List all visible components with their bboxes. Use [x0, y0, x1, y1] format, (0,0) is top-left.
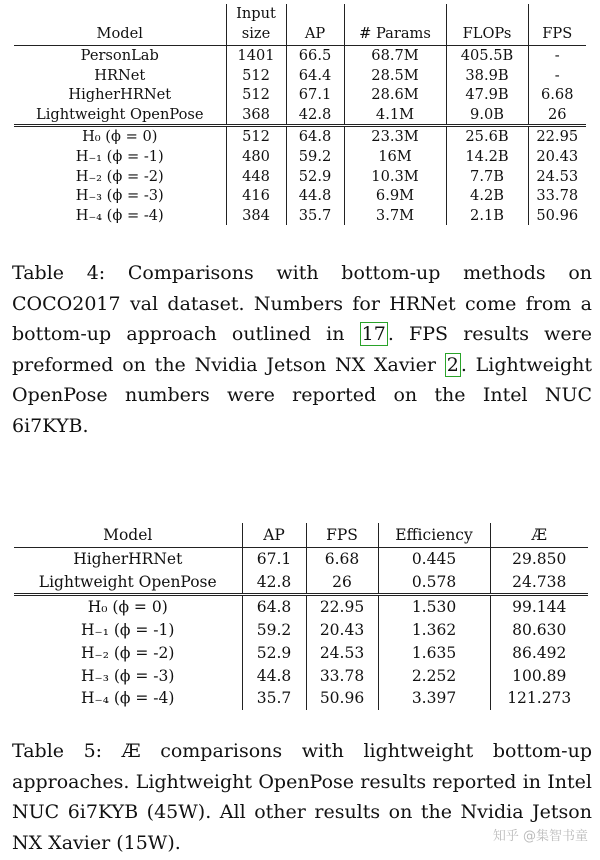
t4-header-fps: FPS: [528, 23, 586, 46]
t4-row: [14, 167, 586, 187]
table-5-caption: Table 5: Æ comparisons with lightweight bottom-up approaches. Lightweight OpenPose results reported in Intel NUC 6i7KYB (45W). All other results on the Nvidia Jetson NX Xavier (15W).: [12, 740, 592, 854]
t5-cell-model: H₋₃ (ϕ = -3): [81, 666, 175, 685]
t5-row: [14, 687, 588, 710]
t5-cell-fps: 22.95: [306, 595, 378, 619]
t5-row: [14, 571, 588, 595]
citation-link-17[interactable]: 17: [361, 323, 386, 345]
t5-cell-efficiency: 2.252: [378, 665, 490, 688]
t4-cell-params: 23.3M: [344, 126, 446, 147]
t4-cell-ap: 42.8: [286, 105, 344, 126]
t4-row: [14, 66, 586, 86]
t5-cell-efficiency: 0.445: [378, 548, 490, 571]
t4-header-ap: AP: [286, 23, 344, 46]
t5-cell-model: H₋₁ (ϕ = -1): [81, 621, 175, 640]
t4-header-model: Model: [14, 23, 226, 46]
t5-cell-model: H₋₂ (ϕ = -2): [81, 643, 175, 662]
t4-cell-params: 6.9M: [344, 186, 446, 206]
t4-cell-ap: 67.1: [286, 85, 344, 105]
t4-cell-ap: 59.2: [286, 147, 344, 167]
t5-row: [14, 548, 588, 571]
t4-cell-fps: 50.96: [528, 206, 586, 226]
t5-row: [14, 595, 588, 619]
t5-header-model: Model: [14, 523, 242, 548]
t5-cell-efficiency: 0.578: [378, 571, 490, 595]
t4-cell-model: H₋₁ (ϕ = -1): [75, 147, 164, 165]
t4-cell-input: 416: [226, 186, 286, 206]
t4-cell-model: H₀ (ϕ = 0): [82, 128, 158, 146]
t4-caption-part1: Table 4: Comparisons with bottom-up methods on COCO2017 val dataset. Numbers for HRNet come from a bottom-up approach outlined in: [12, 262, 592, 345]
t5-cell-ae: 121.273: [490, 687, 588, 710]
t4-cell-fps: -: [528, 66, 586, 86]
t5-cell-model: H₋₄ (ϕ = -4): [81, 689, 175, 708]
t5-cell-efficiency: 3.397: [378, 687, 490, 710]
t4-row: [14, 85, 586, 105]
t4-header-input-line2: size: [226, 23, 286, 46]
t4-caption-part3: . Lightweight OpenPose numbers were reported on the Intel NUC 6i7KYB.: [12, 353, 592, 437]
t5-cell-ap: 64.8: [242, 595, 306, 619]
t5-cell-ae: 86.492: [490, 642, 588, 665]
t4-cell-input: 368: [226, 105, 286, 126]
t4-cell-ap: 66.5: [286, 46, 344, 66]
t5-row: [14, 665, 588, 688]
table-5: [14, 523, 588, 710]
t5-cell-ae: 29.850: [490, 548, 588, 571]
t5-header-ap: AP: [242, 523, 306, 548]
t4-header-flops: FLOPs: [446, 23, 528, 46]
t4-cell-model: PersonLab: [80, 47, 159, 64]
t4-row: [14, 126, 586, 147]
t5-row: [14, 642, 588, 665]
t4-cell-model: H₋₄ (ϕ = -4): [75, 206, 164, 224]
t4-cell-flops: 9.0B: [446, 105, 528, 126]
t4-row: [14, 46, 586, 66]
t4-cell-input: 480: [226, 147, 286, 167]
t4-cell-params: 3.7M: [344, 206, 446, 226]
t5-cell-ap: 44.8: [242, 665, 306, 688]
table-4-caption: [12, 258, 592, 441]
t4-cell-params: 4.1M: [344, 105, 446, 126]
t5-cell-ap: 67.1: [242, 548, 306, 571]
t5-cell-fps: 20.43: [306, 619, 378, 642]
t4-cell-params: 68.7M: [344, 46, 446, 66]
t4-header-params: # Params: [344, 23, 446, 46]
t4-cell-input: 1401: [226, 46, 286, 66]
t5-cell-fps: 6.68: [306, 548, 378, 571]
t4-cell-flops: 14.2B: [446, 147, 528, 167]
t4-cell-ap: 44.8: [286, 186, 344, 206]
t5-cell-fps: 24.53: [306, 642, 378, 665]
t4-header-input-line1: Input: [226, 4, 286, 23]
t5-body: [14, 548, 588, 710]
t5-cell-ap: 35.7: [242, 687, 306, 710]
t4-cell-fps: 26: [528, 105, 586, 126]
t4-cell-flops: 38.9B: [446, 66, 528, 86]
t5-cell-efficiency: 1.530: [378, 595, 490, 619]
t5-cell-ae: 24.738: [490, 571, 588, 595]
t5-cell-model: HigherHRNet: [73, 550, 183, 568]
t4-cell-input: 512: [226, 85, 286, 105]
t4-cell-fps: 24.53: [528, 167, 586, 187]
t4-cell-model: H₋₂ (ϕ = -2): [75, 167, 164, 185]
t5-cell-model: Lightweight OpenPose: [14, 571, 242, 595]
t4-cell-ap: 52.9: [286, 167, 344, 187]
t4-cell-fps: 20.43: [528, 147, 586, 167]
t5-cell-ap: 59.2: [242, 619, 306, 642]
t5-cell-fps: 50.96: [306, 687, 378, 710]
t4-body: [14, 46, 586, 226]
t4-row: [14, 206, 586, 226]
t4-cell-flops: 47.9B: [446, 85, 528, 105]
t4-cell-input: 512: [226, 66, 286, 86]
t4-cell-ap: 35.7: [286, 206, 344, 226]
t4-cell-params: 28.6M: [344, 85, 446, 105]
t5-cell-ap: 52.9: [242, 642, 306, 665]
t4-cell-model: HRNet: [94, 66, 146, 84]
t5-cell-fps: 33.78: [306, 665, 378, 688]
t5-cell-efficiency: 1.362: [378, 619, 490, 642]
t4-cell-flops: 7.7B: [446, 167, 528, 187]
t4-cell-params: 16M: [344, 147, 446, 167]
t4-cell-fps: -: [528, 46, 586, 66]
watermark: 知乎 @集智书童: [492, 829, 588, 844]
t5-cell-fps: 26: [306, 571, 378, 595]
t4-cell-flops: 2.1B: [446, 206, 528, 226]
t4-cell-input: 384: [226, 206, 286, 226]
t4-cell-model: H₋₃ (ϕ = -3): [75, 187, 164, 205]
t4-cell-flops: 405.5B: [446, 46, 528, 66]
t4-cell-model: Lightweight OpenPose: [14, 105, 226, 126]
t5-header-ae: Æ: [490, 523, 588, 548]
t4-cell-ap: 64.8: [286, 126, 344, 147]
t4-row: [14, 186, 586, 206]
t4-cell-ap: 64.4: [286, 66, 344, 86]
t4-cell-fps: 22.95: [528, 126, 586, 147]
t5-cell-model: H₀ (ϕ = 0): [87, 598, 168, 617]
t5-cell-efficiency: 1.635: [378, 642, 490, 665]
table-4: [14, 4, 586, 225]
t4-cell-flops: 25.6B: [446, 126, 528, 147]
t5-row: [14, 619, 588, 642]
t5-header-efficiency: Efficiency: [378, 523, 490, 548]
t4-header-model-spacer: [14, 4, 226, 23]
t4-cell-params: 28.5M: [344, 66, 446, 86]
t4-cell-input: 512: [226, 126, 286, 147]
t4-cell-flops: 4.2B: [446, 186, 528, 206]
t5-cell-ae: 99.144: [490, 595, 588, 619]
t5-cell-ae: 80.630: [490, 619, 588, 642]
t4-cell-params: 10.3M: [344, 167, 446, 187]
t5-cell-ae: 100.89: [490, 665, 588, 688]
t4-cell-fps: 33.78: [528, 186, 586, 206]
t5-cell-ap: 42.8: [242, 571, 306, 595]
t4-cell-input: 448: [226, 167, 286, 187]
t4-caption-part2: . FPS results were preformed on the Nvidia Jetson NX Xavier: [12, 323, 592, 376]
t4-row: [14, 105, 586, 126]
t4-cell-fps: 6.68: [528, 85, 586, 105]
t4-row: [14, 147, 586, 167]
t4-cell-model: HigherHRNet: [68, 86, 172, 104]
t5-header-fps: FPS: [306, 523, 378, 548]
citation-link-2[interactable]: 2: [446, 353, 459, 376]
